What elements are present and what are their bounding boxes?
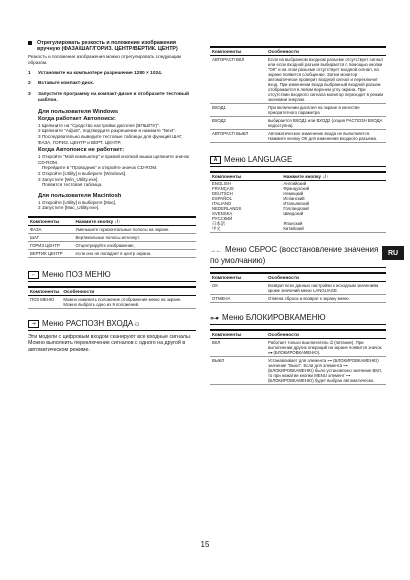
table-row: АВТОРАСП ВЫКЛ Автоматическое изменение входа не выполняется. Нажмите кнопку ОК для изменения входного разъема. [210,130,386,143]
table-row: ВЕРТИК ЦЕНТР если оно не попадает в центр экрана. [28,249,196,257]
list-item: Перейдите в "Проводник" и откройте значок CD-ROM. [42,165,158,171]
section-title-reset: →← Меню СБРОС (восстановление значения по умолчанию) [210,245,386,268]
table-row: DEUTSCH Немецкий [212,191,304,196]
left-column [28,40,196,353]
intro-heading: Отрегулировать резкость и положение изображения вручную (ФАЗА/ШАГ/ГОРИЗ. ЦЕНТР/ВЕРТИК. ЦЕНТР) [28,40,196,52]
menu-position-icon: ⇔ [28,271,39,279]
list-item: 3 Запустите [Win_Utility.exe]. [38,176,99,182]
list-item: 3 Последовательно выведите тестовые таблицы для функций ШАГ, ФАЗА, ГОРИЗ. ЦЕНТР и ВЕРТ. ЦЕНТР. [38,133,183,145]
section-title-language: A Меню LANGUAGE [210,155,386,167]
menu-lock-table: Компоненты Особенности ВКЛ Работает только выключатель ⏻ (питание). При выполнении других операций на экране появится значок ⊶ (БЛОКИРОВКАМЕНЮ). ВЫКЛ Устанавливает для элемента ⊶ (БЛОКИРОВКАМЕНЮ) значение "Выкл". Если для элемента ⊶ (БЛОКИРОВКАМЕНЮ) было установлено значение ВКЛ, то при нажатии кнопки MENU элемент ⊶ (БЛОКИРОВКАМЕНЮ) будет выбран автоматически. [210,329,386,385]
table-row: ПОЗ МЕНЮ Можно изменить положение отображения меню на экране. Можно выбрать одно из 9 положений. [28,295,196,308]
table-row: ОК Возврат всех данных настройки к исходным значениям кроме значений меню LANGUAGE. [210,282,386,295]
input-sensing-table: Компоненты Особенности АВТОРАСП ВКЛ Если на выбранном входном разъеме отсутствует сигнал или если входной разъем выбирается с помощью кнопки "ОК" и на этом разъеме отсутствует входной сигнал, на экране появится сообщение. Затем монитор автоматически проверит входной сигнал и переключит вход. При изменении входа выбранный входной разъем отображается в левом верхнем углу экрана. При отсутствии входного сигнала монитор переходит в режим экономии энергии. ВХОД1 При включении дисплея на экране в качестве приоритетного параметра ВХОД2 выбирается ВХОД1 или ВХОД2 (опция РАСПОЗН ВХОДА недоступна). АВТОРАСП ВЫКЛ Автоматическое изменение входа не выполняется. Нажмите кнопку ОК для изменения входного разъема. [210,46,386,143]
poz-table: Компоненты Особенности ПОЗ МЕНЮ Можно изменить положение отображения меню на экране. Можно выбрать одно из 9 положений. [28,286,196,309]
key-icon: ⊶ [210,313,219,323]
adjust-table: Компоненты Нажмите кнопку ↓/↑ ФАЗА Уменьшите горизонтальные полосы на экране. ШАГ Вертикальные полосы исчезнут. ГОРИЗ ЦЕНТР Отцентрируйте изображение, ВЕРТИК ЦЕНТР если оно не попадает в центр экрана. [28,216,196,258]
language-icon: A [210,156,221,164]
input-icon: ⇥ [28,320,39,328]
table-row: ВКЛ Работает только выключатель ⏻ (питание). При выполнении других операций на экране появится значок ⊶ (БЛОКИРОВКАМЕНЮ). [210,339,386,357]
table-row: ОТМЕНА Отмена сброса и возврат к экрану меню. [210,295,386,303]
list-item: 1 Щелкните на "Средство настройки дисплея (ВПШ/ПУ)". [38,122,160,128]
list-item: 1 Откройте [Utility] и выберите [Mac]. [38,199,117,205]
table-row: ШАГ Вертикальные полосы исчезнут. [28,233,196,241]
step: 3 Запустите программу на компакт-диске и отобразите тестовый шаблон. [28,92,189,103]
list-item: Появится тестовая таблица. [42,182,103,188]
reset-table: Компоненты Особенности ОК Возврат всех данных настройки к исходным значениям кроме значений меню LANGUAGE. ОТМЕНА Отмена сброса и возврат к экрану меню. [210,272,386,303]
section-title-input-sensing: ⇥ Меню РАСПОЗН ВХОДА☼ [28,319,196,331]
step: 1 Установите на компьютере разрешение 1280 × 1024. [28,70,163,76]
table-row: ESPAÑOL Испанский [212,196,305,201]
section-title-menu-lock: ⊶ Меню БЛОКИРОВКАМЕНЮ [210,313,386,325]
table-row: ENGLISH Английский [212,181,307,186]
right-column [210,46,386,385]
input-sensing-text: Эти модели с цифровым входом сканируют все входные сигналы. Можно выполнить переключение сигналов с одного на другой в автоматическом режиме. [28,333,192,353]
page-number: 15 [200,540,210,549]
list-item: 1 Откройте "Мой компьютер" и правой кнопкой мыши щелкните значок CD-ROM. [38,154,190,165]
table-row: АВТОРАСП ВКЛ Если на выбранном входном разъеме отсутствует сигнал или если входной разъем выбирается с помощью кнопки "ОК" и на этом разъеме отсутствует входной сигнал, на экране появится сообщение. Затем монитор автоматически проверит входной сигнал и переключит вход. При изменении входа выбранный входной разъем отображается в левом верхнем углу экрана. При отсутствии входного сигнала монитор переходит в режим экономии энергии. [210,56,386,104]
step: 2 Вставьте компакт-диск. [28,81,95,87]
list-item: 2 Щелкните "Adjust", подтвердите разрешение и нажмите "Next". [38,128,177,134]
windows-instructions: Для пользователя Windows Когда работает Автопоиск: 1 Щелкните на "Средство настройки дисплея (ВПШ/ПУ)". 2 Щелкните "Adjust", подтвердите разрешение и нажмите "Next". 3 Последовательно выведите тестовые таблицы для функций ШАГ, ФАЗА, ГОРИЗ. ЦЕНТР и ВЕРТ. ЦЕНТР. Когда Автопоиск не работает: 1 Откройте "Мой компьютер" и правой кнопкой мыши щелкните значок CD-ROM. Перейдите в "Проводник" и откройте значок CD-ROM. 2 Откройте [Utility] и выберите [Windows]. 3 Запустите [Win_Utility.exe]. Появится тестовая таблица. Для пользователя Macintosh 1 Откройте [Utility] и выберите [Mac]. 2 Запустите [Mac_Utility.exe]. [38,109,196,211]
table-row: FRANÇAIS Французский [212,186,310,191]
language-tab-ru: RU [382,246,404,260]
table-row: ВХОД2 выбирается ВХОД1 или ВХОД2 (опция РАСПОЗН ВХОДА недоступна). [210,117,386,130]
list-item: 2 Запустите [Mac_Utility.exe]. [38,205,100,211]
section-title-poz-menu: ⇔ Меню ПОЗ МЕНЮ [28,270,196,282]
reset-icon: →← [210,248,222,254]
table-row: ГОРИЗ ЦЕНТР Отцентрируйте изображение, [28,241,196,249]
table-row: ФАЗА Уменьшите горизонтальные полосы на экране. [28,225,196,233]
table-row: SVENSKA Шведский [212,211,304,216]
table-row: 中文 Китайский [210,226,386,233]
language-table: Компоненты Нажмите кнопку ↓/↑ ENGLISH Английский FRANÇAIS Французский DEUTSCH Немецкий ESPAÑOL Испанский ITALIANO Итальянский NEDERLANDS Голландский SVENSKA Шведский РУССКИЙ 日本語 Японский 中文 Китайский [210,171,386,233]
square-bullet-icon [28,41,32,45]
table-row: ВЫКЛ Устанавливает для элемента ⊶ (БЛОКИРОВКАМЕНЮ) значение "Выкл". Если для элемента ⊶ (БЛОКИРОВКАМЕНЮ) было установлено значение ВКЛ, то при нажатии кнопки MENU элемент ⊶ (БЛОКИРОВКАМЕНЮ) будет выбран автоматически. [210,357,386,385]
table-row: 日本語 Японский [212,221,303,226]
table-row: РУССКИЙ [212,216,233,221]
table-row: ВХОД1 При включении дисплея на экране в качестве приоритетного параметра [210,104,386,117]
intro-text: Резкость и положение изображения можно отрегулировать следующим образом. [28,54,182,65]
table-row: NEDERLANDS Голландский [212,206,309,211]
table-row: ITALIANO Итальянский [212,201,310,206]
list-item: 2 Откройте [Utility] и выберите [Windows]. [38,170,127,176]
